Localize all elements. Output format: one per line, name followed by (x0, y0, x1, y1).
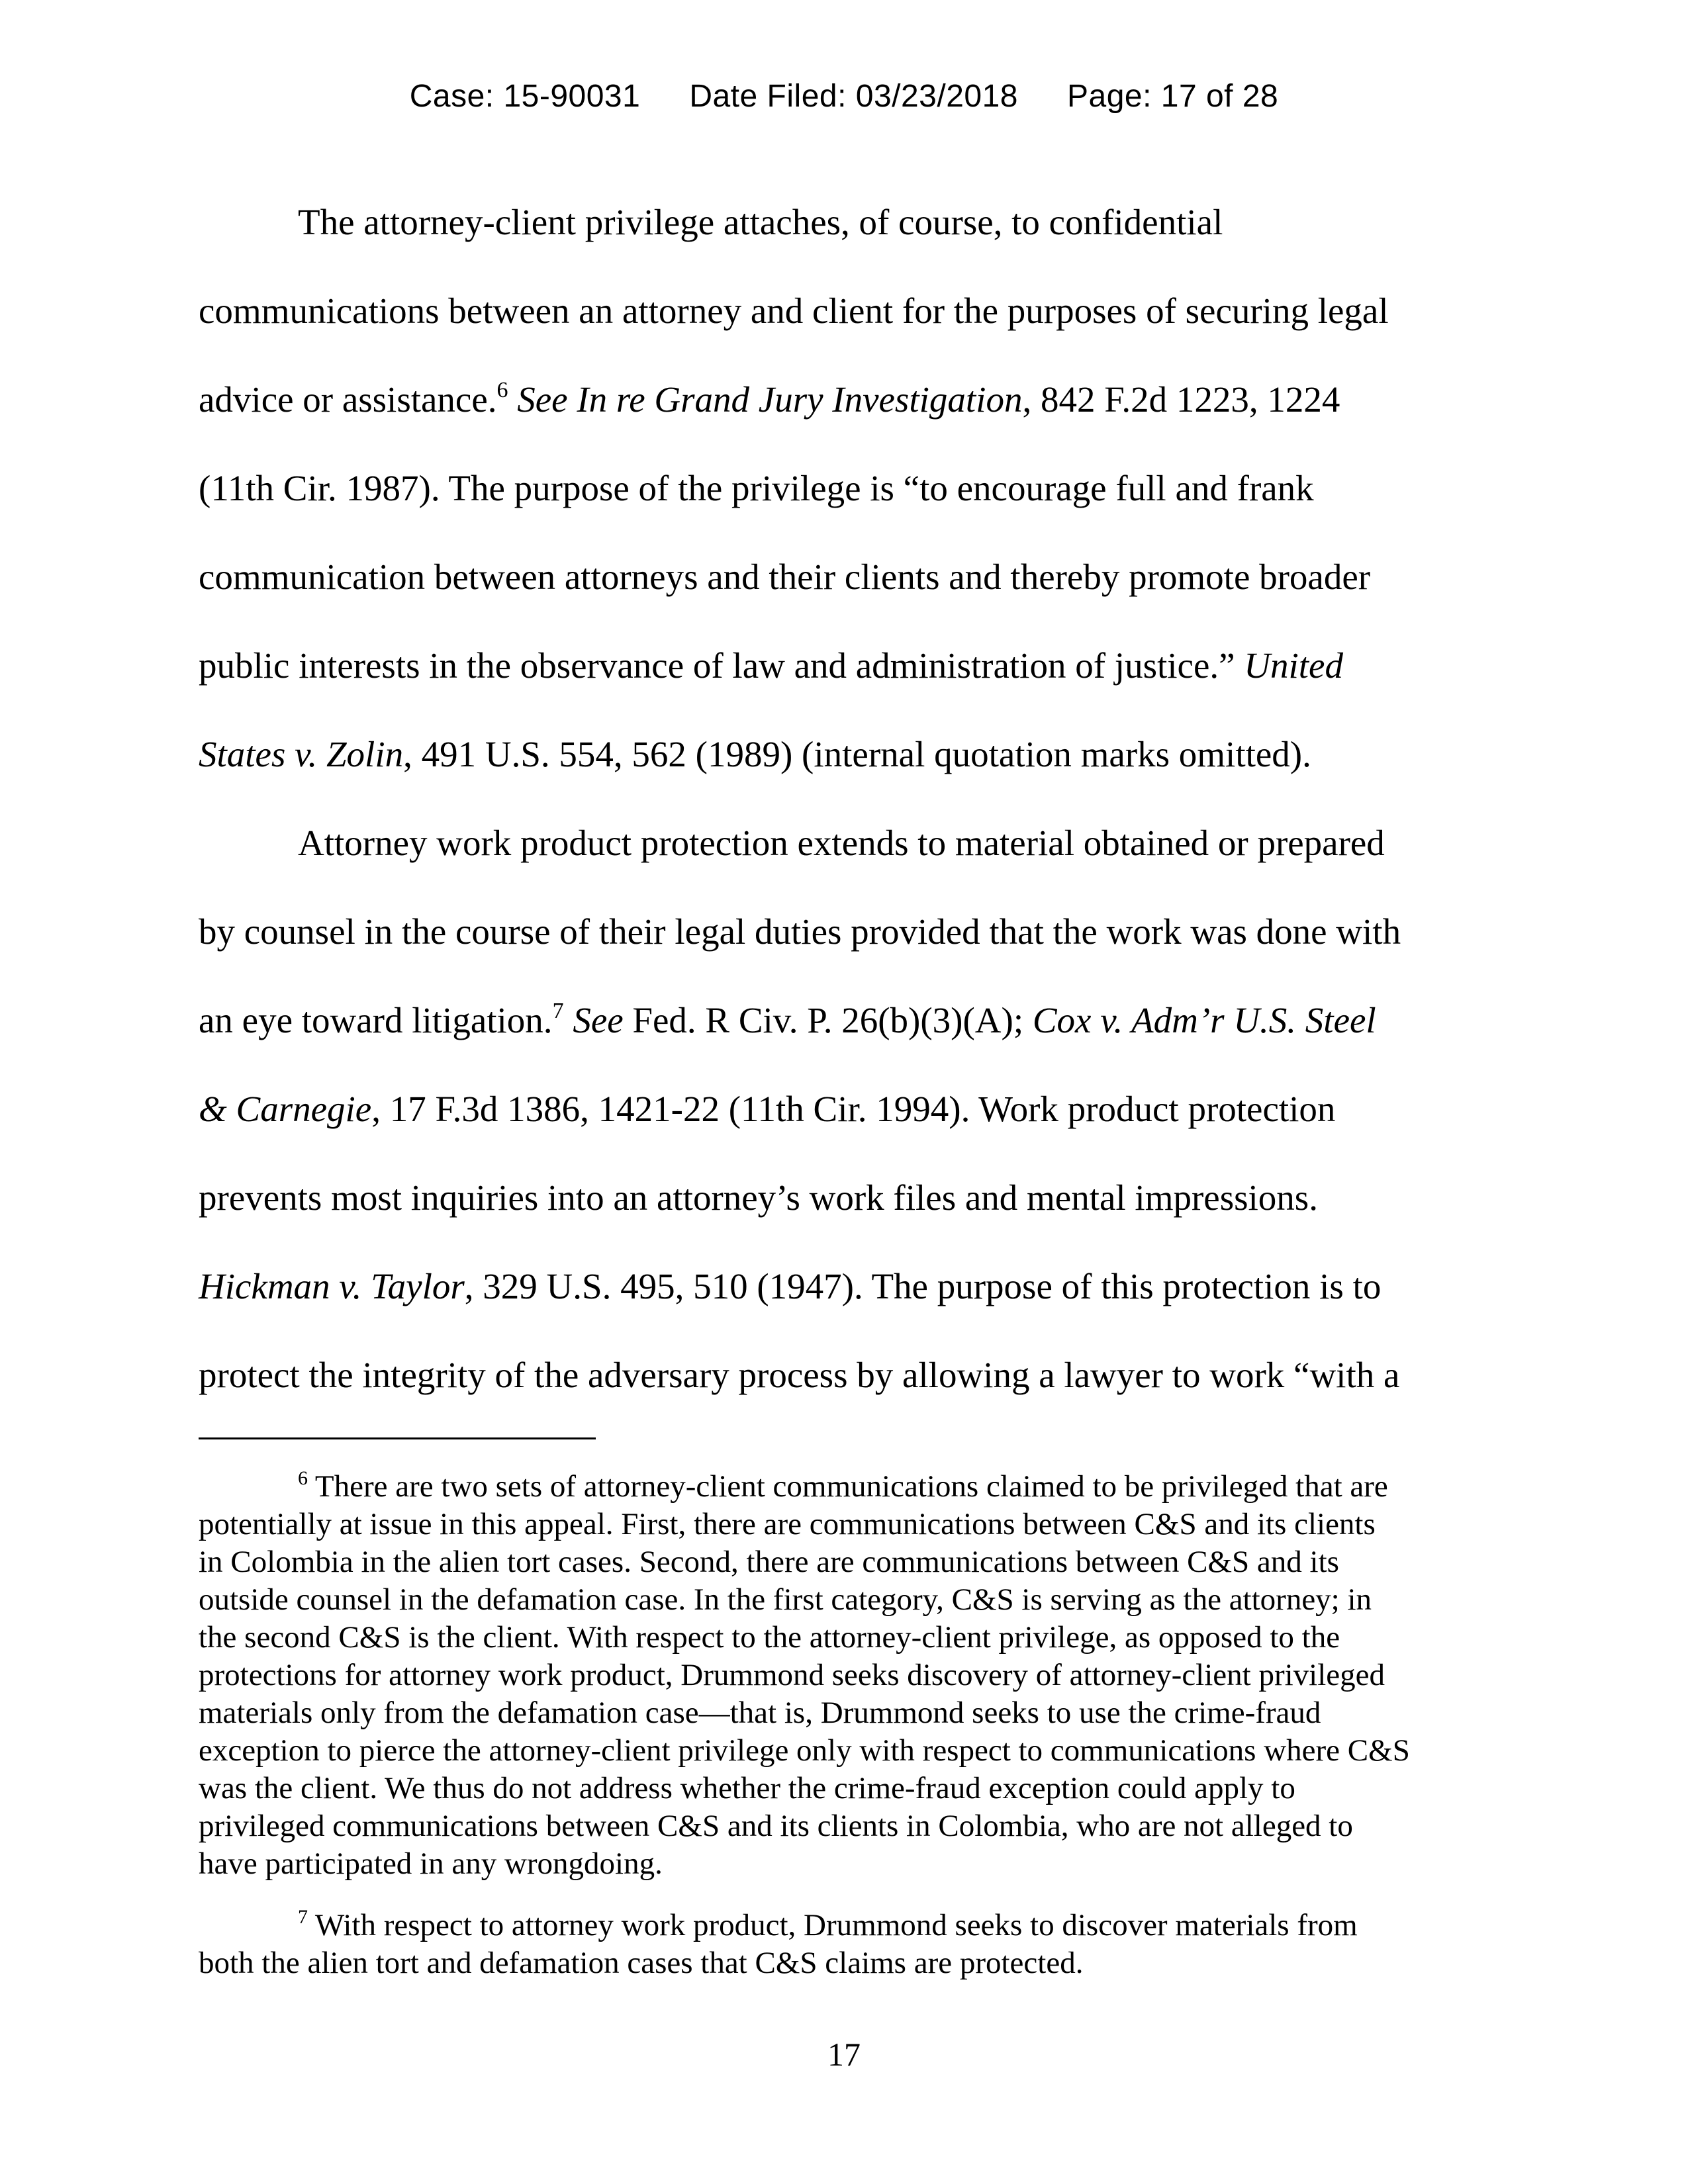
body-text (199, 196, 1489, 1437)
case-citation: Hickman v. Taylor (199, 1266, 465, 1306)
footnote-ref-6[interactable]: 6 (496, 378, 508, 402)
text-span: Fed. R Civ. P. 26(b)(3)(A); (623, 1000, 1033, 1040)
footnote-line (199, 1907, 1489, 1944)
footnote-text: There are two sets of attorney-client communications claimed to be privileged that are (314, 1469, 1388, 1504)
text-line: The attorney-client privilege attaches, of course, to confidential (298, 202, 1223, 242)
case-header (0, 78, 1688, 114)
footnote-line: exception to pierce the attorney-client privilege only with respect to communications where C&S (199, 1733, 1410, 1768)
footnote-line: privileged communications between C&S and its clients in Colombia, who are not alleged to (199, 1809, 1353, 1843)
footnote-line: in Colombia in the alien tort cases. Second, there are communications between C&S and its (199, 1545, 1339, 1579)
text-span: , 842 F.2d 1223, 1224 (1022, 379, 1340, 420)
text-line: prevents most inquiries into an attorney’s work files and mental impressions. (199, 1177, 1318, 1218)
footnote-line: was the client. We thus do not address whether the crime-fraud exception could apply to (199, 1771, 1295, 1805)
text-span: , 17 F.3d 1386, 1421-22 (11th Cir. 1994). Work product protection (371, 1089, 1336, 1129)
page-number: 17 (827, 2036, 861, 2073)
signal-word: See (573, 1000, 624, 1040)
text-line: communications between an attorney and client for the purposes of securing legal (199, 291, 1389, 331)
footnote-line: protections for attorney work product, Drummond seeks discovery of attorney-client privileged (199, 1658, 1385, 1692)
text-line (199, 373, 1489, 462)
text-line: protect the integrity of the adversary process by allowing a lawyer to work “with a (199, 1355, 1400, 1395)
text-span: advice or assistance. (199, 379, 497, 420)
paragraph-work-product (199, 817, 1489, 1437)
text-line (199, 639, 1489, 728)
footnote-number: 7 (298, 1906, 308, 1928)
footnote-line: the second C&S is the client. With respect to the attorney-client privilege, as opposed to the (199, 1620, 1340, 1655)
footnote-separator (199, 1437, 596, 1439)
footnote-line: materials only from the defamation case—that is, Drummond seeks to use the crime-fraud (199, 1696, 1321, 1730)
text-line (199, 1260, 1489, 1349)
text-span: , 491 U.S. 554, 562 (1989) (internal quotation marks omitted). (403, 734, 1311, 774)
case-citation: United (1244, 645, 1343, 686)
footnote-line (199, 1468, 1489, 1506)
case-citation: States v. Zolin (199, 734, 404, 774)
footnote-ref-7[interactable]: 7 (552, 999, 564, 1023)
text-line: (11th Cir. 1987). The purpose of the privilege is “to encourage full and frank (199, 468, 1314, 508)
footnote-number: 6 (298, 1467, 308, 1489)
text-line: by counsel in the course of their legal duties provided that the work was done with (199, 911, 1401, 952)
case-citation: Cox v. Adm’r U.S. Steel (1032, 1000, 1376, 1040)
footnote-text: With respect to attorney work product, Drummond seeks to discover materials from (314, 1908, 1358, 1942)
case-citation: See In re Grand Jury Investigation (517, 379, 1023, 420)
footnotes (199, 1468, 1489, 1982)
text-line: Attorney work product protection extends to material obtained or prepared (298, 823, 1385, 863)
paragraph-privilege (199, 196, 1489, 817)
page-indicator: Page: 17 of 28 (1066, 79, 1279, 114)
text-span: , 329 U.S. 495, 510 (1947). The purpose of this protection is to (464, 1266, 1382, 1306)
text-line: communication between attorneys and their clients and thereby promote broader (199, 557, 1371, 597)
footnote-line: have participated in any wrongdoing. (199, 1846, 663, 1881)
footnote-7 (199, 1907, 1489, 1982)
date-filed: Date Filed: 03/23/2018 (689, 79, 1018, 114)
text-line (199, 728, 1489, 817)
text-line (199, 1083, 1489, 1171)
text-span: an eye toward litigation. (199, 1000, 553, 1040)
footnote-line: outside counsel in the defamation case. In the first category, C&S is serving as the attorney; in (199, 1582, 1372, 1617)
case-number: Case: 15-90031 (409, 79, 641, 114)
footnote-line: both the alien tort and defamation cases that C&S claims are protected. (199, 1946, 1084, 1980)
case-citation: & Carnegie (199, 1089, 372, 1129)
footnote-6 (199, 1468, 1489, 1883)
footnote-line: potentially at issue in this appeal. First, there are communications between C&S and its clients (199, 1507, 1376, 1541)
text-line (199, 994, 1489, 1083)
text-span: public interests in the observance of law and administration of justice.” (199, 645, 1244, 686)
